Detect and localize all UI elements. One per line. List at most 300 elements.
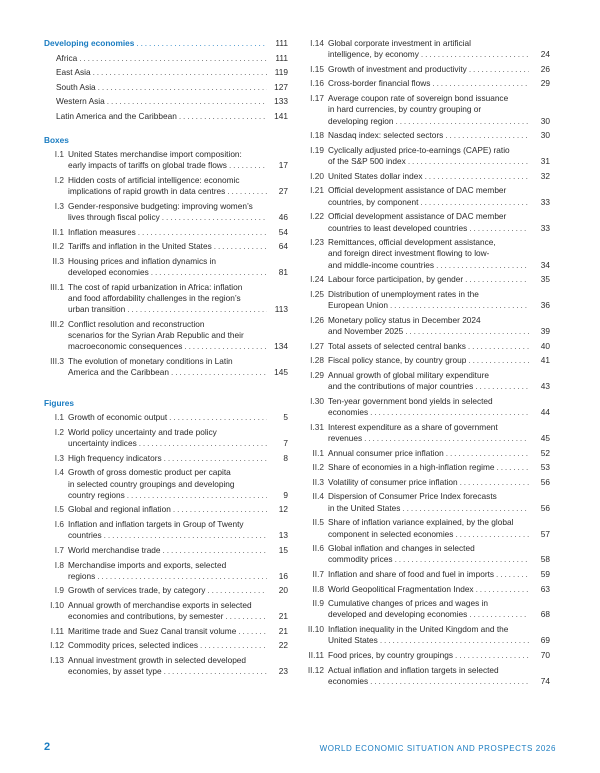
toc-entry[interactable] — [44, 585, 288, 596]
page-ref: 33 — [540, 222, 550, 233]
entry-title-line: Inflation and inflation targets in Group of Twenty — [68, 519, 244, 530]
page-ref: 15 — [278, 544, 288, 555]
page-ref: 33 — [540, 196, 550, 207]
entry-number: I.9 — [54, 585, 64, 596]
page-ref: 40 — [540, 340, 550, 351]
dot-leader — [138, 227, 267, 238]
entry-title: Nasdaq index: selected sectors — [328, 130, 444, 141]
entry-number: I.20 — [310, 170, 324, 181]
entry-number: II.8 — [312, 583, 324, 594]
page-ref: 59 — [540, 569, 550, 579]
entry-title: implications of rapid growth in data centres — [68, 186, 226, 197]
entry-title: Tariffs and inflation in the United States — [68, 241, 212, 252]
toc-entry[interactable] — [306, 341, 550, 352]
toc-entry[interactable] — [306, 396, 550, 419]
entry-title: America and the Caribbean — [68, 367, 170, 378]
entry-title-line: Annual investment growth in selected developed — [68, 655, 247, 666]
entry-number: I.23 — [310, 237, 324, 248]
entry-number: I.8 — [54, 559, 64, 570]
toc-entry-developing-economies[interactable] — [44, 38, 288, 49]
entry-title-line: Actual inflation and inflation targets in selected — [328, 664, 499, 675]
entry-number: I.19 — [310, 144, 324, 155]
toc-entry-region[interactable] — [44, 96, 288, 107]
dot-leader — [151, 267, 267, 278]
entry-number: II.4 — [312, 491, 324, 502]
page-ref: 111 — [275, 38, 288, 48]
page-ref: 21 — [278, 625, 288, 636]
page-ref: 23 — [278, 666, 288, 677]
entry-title-line: Cyclically adjusted price-to-earnings (CAPE) ratio — [328, 144, 510, 155]
page-ref: 68 — [540, 609, 550, 620]
page-ref: 8 — [283, 452, 288, 463]
page-ref: 16 — [278, 570, 288, 581]
entry-title: intelligence, by economy — [328, 49, 419, 60]
entry-title: East Asia — [56, 67, 91, 78]
entry-title: Share of economies in a high-inflation regime — [328, 462, 495, 473]
toc-entry[interactable] — [306, 598, 550, 621]
entry-title: Annual consumer price inflation — [328, 447, 444, 458]
page-ref: 31 — [540, 156, 550, 167]
page-number: 2 — [44, 741, 51, 753]
entry-title: early impacts of tariffs on global trade flows — [68, 160, 227, 171]
toc-entry[interactable] — [306, 171, 550, 182]
entry-title-line: Ten-year government bond yields in selected — [328, 395, 493, 406]
toc-entry[interactable] — [306, 93, 550, 127]
dot-leader — [171, 367, 267, 378]
page-ref: 43 — [540, 381, 550, 392]
toc-left-column — [44, 38, 288, 681]
entry-title: Commodity prices, selected indices — [68, 640, 199, 651]
dot-leader — [476, 584, 529, 595]
toc-entry[interactable] — [306, 462, 550, 473]
page-ref: 46 — [278, 211, 288, 222]
entry-title: revenues — [328, 432, 363, 443]
page-ref: 30 — [540, 115, 550, 126]
entry-title-line: Annual growth of merchandise exports in selected — [68, 600, 252, 610]
toc-entry[interactable] — [44, 282, 288, 316]
page-ref: 74 — [540, 675, 550, 686]
entry-title: lives through fiscal policy — [68, 211, 160, 222]
page-ref: 21 — [278, 611, 288, 622]
entry-title: Growth of investment and productivity — [328, 63, 467, 74]
page-ref: 13 — [278, 530, 288, 541]
page-ref: 52 — [540, 447, 550, 458]
toc-entry[interactable] — [44, 427, 288, 450]
entry-title: and the contributions of major countries — [328, 381, 474, 392]
toc-entry[interactable] — [306, 237, 550, 271]
toc-entry[interactable] — [44, 600, 288, 623]
entry-title: Inflation measures — [68, 226, 136, 237]
entry-title-line: Dispersion of Consumer Price Index forecasts — [328, 491, 497, 502]
entry-title: regions — [68, 570, 96, 581]
dot-leader — [390, 300, 529, 311]
entry-title: Labour force participation, by gender — [328, 274, 464, 285]
entry-number: II.12 — [307, 664, 324, 675]
dot-leader — [465, 274, 529, 285]
toc-entry[interactable] — [306, 78, 550, 89]
entry-title: developing region — [328, 115, 394, 126]
page-ref: 5 — [283, 412, 288, 423]
entry-number: II.11 — [308, 649, 324, 660]
entry-title: Growth of economic output — [68, 412, 168, 423]
entry-title-line: Merchandise imports and exports, selected — [68, 559, 227, 570]
toc-entry[interactable] — [306, 145, 550, 168]
entry-title-line: Official development assistance of DAC member — [328, 211, 507, 222]
entry-title-line: Remittances, official development assistance, — [328, 237, 496, 248]
entry-title-line: Global corporate investment in artificial — [328, 38, 471, 48]
entry-number: II.3 — [312, 476, 324, 487]
toc-entry-region[interactable] — [44, 111, 288, 122]
page-ref: 54 — [278, 226, 288, 237]
entry-number: II.1 — [312, 447, 324, 458]
page-ref: 36 — [540, 300, 550, 311]
toc-entry[interactable] — [44, 519, 288, 542]
dot-leader — [370, 407, 529, 418]
entry-title: High frequency indicators — [68, 452, 162, 463]
toc-entry[interactable] — [44, 412, 288, 423]
dot-leader — [139, 438, 267, 449]
page-ref: 39 — [540, 326, 550, 337]
entry-number: I.21 — [310, 185, 324, 196]
dot-leader — [468, 355, 529, 366]
page-ref: 141 — [274, 110, 288, 121]
toc-entry[interactable] — [306, 517, 550, 540]
developing-economies-list — [44, 53, 288, 123]
entry-number: I.14 — [310, 38, 324, 48]
entry-title: economies — [328, 675, 369, 686]
publication-title: WORLD ECONOMIC SITUATION AND PROSPECTS 2026 — [319, 744, 556, 753]
dot-leader — [214, 241, 267, 252]
entry-title: United States — [328, 635, 378, 646]
page-ref: 64 — [278, 241, 288, 252]
toc-entry[interactable] — [306, 274, 550, 285]
dot-leader — [469, 223, 529, 234]
dot-leader — [396, 116, 529, 127]
entry-title-line: Official development assistance of DAC member — [328, 185, 507, 196]
toc-entry[interactable] — [306, 38, 550, 61]
page-ref: 56 — [540, 476, 550, 487]
toc-right-column — [306, 38, 550, 690]
figures-list — [44, 412, 288, 678]
dot-leader — [455, 529, 529, 540]
dot-leader — [469, 609, 529, 620]
dot-leader — [238, 626, 267, 637]
entry-number: I.24 — [310, 274, 324, 285]
entry-title: and November 2025 — [328, 326, 404, 337]
entry-number: I.15 — [310, 63, 324, 74]
page-ref: 35 — [540, 274, 550, 285]
toc-entry[interactable] — [306, 130, 550, 141]
entry-title: urban transition — [68, 304, 126, 315]
entry-title: countries — [68, 530, 102, 541]
entry-number: I.3 — [54, 452, 64, 463]
entry-number: I.17 — [310, 93, 324, 104]
boxes-list — [44, 149, 288, 379]
toc-entry[interactable] — [44, 319, 288, 353]
page-ref: 113 — [274, 304, 288, 315]
entry-title-line: Global inflation and changes in selected — [328, 543, 475, 554]
entry-number: II.6 — [312, 543, 324, 554]
page-ref: 20 — [278, 585, 288, 596]
dot-leader — [436, 260, 529, 271]
page-ref: 81 — [278, 267, 288, 278]
page-ref: 30 — [540, 130, 550, 141]
dot-leader — [408, 156, 529, 167]
toc-entry[interactable] — [306, 569, 550, 580]
dot-leader — [93, 67, 267, 78]
entry-title-line: Growth of gross domestic product per capita — [68, 467, 231, 478]
dot-leader — [169, 412, 267, 423]
toc-entry[interactable] — [306, 211, 550, 234]
entry-title-line: and foreign direct investment flowing to low- — [328, 248, 490, 259]
entry-title: Maritime trade and Suez Canal transit volume — [68, 625, 237, 636]
entry-title-line: Gender-responsive budgeting: improving women’s — [68, 200, 253, 211]
entry-title-line: Conflict resolution and reconstruction — [68, 318, 205, 329]
entry-number: I.30 — [310, 395, 324, 406]
dot-leader — [475, 381, 529, 392]
entry-number: I.27 — [310, 340, 324, 351]
dot-leader — [98, 82, 267, 93]
toc-entry[interactable] — [306, 650, 550, 661]
page-ref: 69 — [540, 635, 550, 646]
entry-number: I.4 — [54, 467, 64, 478]
toc-entry-region[interactable] — [44, 67, 288, 78]
toc-entry[interactable] — [306, 185, 550, 208]
entry-number: I.16 — [310, 78, 324, 89]
entry-title: United States dollar index — [328, 170, 423, 181]
page-ref: 145 — [274, 367, 288, 378]
dot-leader — [207, 585, 267, 596]
toc-entry[interactable] — [306, 665, 550, 688]
entry-title-line: Annual growth of global military expenditure — [328, 369, 489, 380]
entry-number: II.3 — [52, 255, 64, 266]
entry-number: I.13 — [50, 655, 64, 666]
entry-title: countries to least developed countries — [328, 222, 468, 233]
dot-leader — [455, 650, 529, 661]
page-ref: 44 — [540, 407, 550, 418]
entry-title: Total assets of selected central banks — [328, 340, 466, 351]
page-ref: 127 — [274, 81, 288, 92]
page-ref: 22 — [278, 640, 288, 651]
toc-entry[interactable] — [306, 624, 550, 647]
entry-title: Food prices, by country groupings — [328, 649, 453, 660]
dot-leader — [469, 64, 529, 75]
toc-entry-region[interactable] — [44, 82, 288, 93]
entry-title-line: Average coupon rate of sovereign bond issuance — [328, 93, 509, 104]
toc-entry[interactable] — [306, 584, 550, 595]
entry-title: South Asia — [56, 81, 96, 92]
toc-entry[interactable] — [306, 370, 550, 393]
dot-leader — [173, 504, 267, 515]
dot-leader — [402, 503, 529, 514]
dot-leader — [79, 53, 267, 64]
dot-leader — [432, 78, 529, 89]
entry-number: I.2 — [54, 426, 64, 437]
entry-title: component in selected economies — [328, 528, 454, 539]
page-ref: 12 — [278, 504, 288, 515]
boxes-heading: Boxes — [44, 134, 69, 145]
entry-number: I.29 — [310, 369, 324, 380]
page-ref: 56 — [540, 502, 550, 513]
entry-title-line: The cost of rapid urbanization in Africa: inflation — [68, 281, 243, 292]
page-ref: 70 — [540, 649, 550, 660]
entry-title: Fiscal policy stance, by country group — [328, 355, 467, 366]
toc-entry[interactable] — [306, 491, 550, 514]
figures-heading: Figures — [44, 397, 74, 408]
entry-title: Latin America and the Caribbean — [56, 110, 177, 121]
toc-entry[interactable] — [306, 448, 550, 459]
page-ref: 111 — [275, 52, 288, 63]
toc-entry[interactable] — [44, 256, 288, 279]
entry-number: I.11 — [50, 625, 64, 636]
entry-title: developed and developing economies — [328, 609, 468, 620]
page-ref: 27 — [278, 186, 288, 197]
page-ref: 24 — [540, 49, 550, 60]
page-ref: 29 — [540, 78, 550, 89]
entry-title: uncertainty indices — [68, 438, 137, 449]
toc-entry[interactable] — [306, 477, 550, 488]
figures-list-continued — [306, 38, 550, 687]
entry-title: macroeconomic consequences — [68, 341, 183, 352]
page-ref: 119 — [274, 67, 288, 78]
entry-title: European Union — [328, 300, 388, 311]
dot-leader — [421, 49, 529, 60]
entry-title: Africa — [56, 52, 78, 63]
entry-title: countries, by component — [328, 196, 419, 207]
entry-number: I.26 — [310, 314, 324, 325]
toc-entry[interactable] — [44, 545, 288, 556]
dot-leader — [164, 453, 267, 464]
dot-leader — [395, 554, 529, 565]
entry-number: I.28 — [310, 355, 324, 366]
toc-entry[interactable] — [44, 467, 288, 501]
dot-leader — [460, 477, 529, 488]
toc-entry[interactable] — [44, 453, 288, 464]
dot-leader — [468, 341, 529, 352]
entry-number: III.3 — [50, 355, 64, 366]
toc-entry[interactable] — [44, 626, 288, 637]
entry-title: economies — [328, 407, 369, 418]
entry-number: I.31 — [310, 421, 324, 432]
dot-leader — [164, 666, 267, 677]
dot-leader — [104, 530, 267, 541]
toc-entry[interactable] — [44, 560, 288, 583]
dot-leader — [97, 571, 267, 582]
page-ref: 45 — [540, 432, 550, 443]
toc-entry[interactable] — [44, 504, 288, 515]
page-ref: 58 — [540, 554, 550, 565]
page-ref: 26 — [540, 63, 550, 74]
page-ref: 41 — [540, 355, 550, 366]
dot-leader — [445, 130, 529, 141]
entry-title: Cross-border financial flows — [328, 78, 431, 89]
dot-leader — [497, 462, 530, 473]
toc-entry[interactable] — [306, 289, 550, 312]
toc-entry[interactable] — [306, 422, 550, 445]
entry-title-line: Monetary policy status in December 2024 — [328, 314, 481, 325]
dot-leader — [184, 341, 267, 352]
toc-entry[interactable] — [306, 315, 550, 338]
entry-number: III.2 — [50, 318, 64, 329]
entry-title: Global and regional inflation — [68, 504, 171, 515]
toc-entry[interactable] — [306, 543, 550, 566]
page-ref: 17 — [278, 160, 288, 171]
entry-title: World Geopolitical Fragmentation Index — [328, 583, 474, 594]
page-ref: 32 — [540, 170, 550, 181]
entry-title: Western Asia — [56, 96, 105, 107]
dot-leader — [405, 326, 529, 337]
entry-number: III.1 — [50, 281, 64, 292]
dot-leader — [370, 676, 529, 687]
entry-number: II.1 — [52, 226, 64, 237]
entry-title-line: in hard currencies, by country grouping or — [328, 104, 482, 115]
toc-entry[interactable] — [306, 355, 550, 366]
toc-entry[interactable] — [44, 356, 288, 379]
entry-number: II.2 — [312, 462, 324, 473]
page-ref: 134 — [274, 341, 288, 352]
entry-title-line: United States merchandise import composition: — [68, 148, 242, 159]
entry-number: II.9 — [312, 598, 324, 609]
entry-title-line: Distribution of unemployment rates in the — [328, 288, 479, 299]
entry-number: I.2 — [54, 174, 64, 185]
page-ref: 133 — [274, 96, 288, 107]
entry-title: Growth of services trade, by category — [68, 585, 206, 596]
page-ref: 9 — [283, 489, 288, 500]
entry-title-line: Inflation inequality in the United Kingdom and the — [328, 624, 509, 635]
toc-entry[interactable] — [44, 640, 288, 651]
entry-number: I.1 — [54, 148, 64, 159]
entry-title: of the S&P 500 index — [328, 156, 406, 167]
dot-leader — [446, 448, 529, 459]
entry-number: I.3 — [54, 200, 64, 211]
dot-leader — [162, 212, 267, 223]
toc-entry[interactable] — [306, 64, 550, 75]
entry-title: developed economies — [68, 267, 149, 278]
entry-title: Volatility of consumer price inflation — [328, 476, 458, 487]
dot-leader — [364, 433, 529, 444]
dot-leader — [225, 611, 267, 622]
entry-number: II.7 — [312, 569, 324, 579]
entry-title-line: World policy uncertainty and trade policy — [68, 426, 217, 437]
entry-number: II.10 — [307, 624, 324, 635]
entry-title-line: and food affordability challenges in the region’s — [68, 292, 241, 303]
entry-number: I.5 — [54, 504, 64, 515]
dot-leader — [163, 545, 267, 556]
entry-title-line: Share of inflation variance explained, by the global — [328, 517, 514, 528]
toc-entry[interactable] — [44, 655, 288, 678]
entry-title: economies, by asset type — [68, 666, 162, 677]
entry-number: I.6 — [54, 519, 64, 530]
toc-entry[interactable] — [44, 175, 288, 198]
dot-leader — [227, 186, 267, 197]
dot-leader — [107, 96, 267, 107]
toc-entry[interactable] — [44, 149, 288, 172]
entry-title: and middle-income countries — [328, 259, 435, 270]
entry-title-line: Housing prices and inflation dynamics in — [68, 255, 217, 266]
page-ref: 53 — [540, 462, 550, 473]
entry-number: I.10 — [50, 600, 64, 610]
entry-number: I.25 — [310, 288, 324, 299]
toc-entry[interactable] — [44, 241, 288, 252]
entry-title: commodity prices — [328, 554, 393, 565]
entry-number: I.7 — [54, 544, 64, 555]
dot-leader — [496, 569, 529, 580]
entry-title: Inflation and share of food and fuel in imports — [328, 569, 495, 579]
toc-entry[interactable] — [44, 227, 288, 238]
toc-entry-region[interactable] — [44, 53, 288, 64]
toc-entry[interactable] — [44, 201, 288, 224]
dot-leader — [179, 111, 267, 122]
